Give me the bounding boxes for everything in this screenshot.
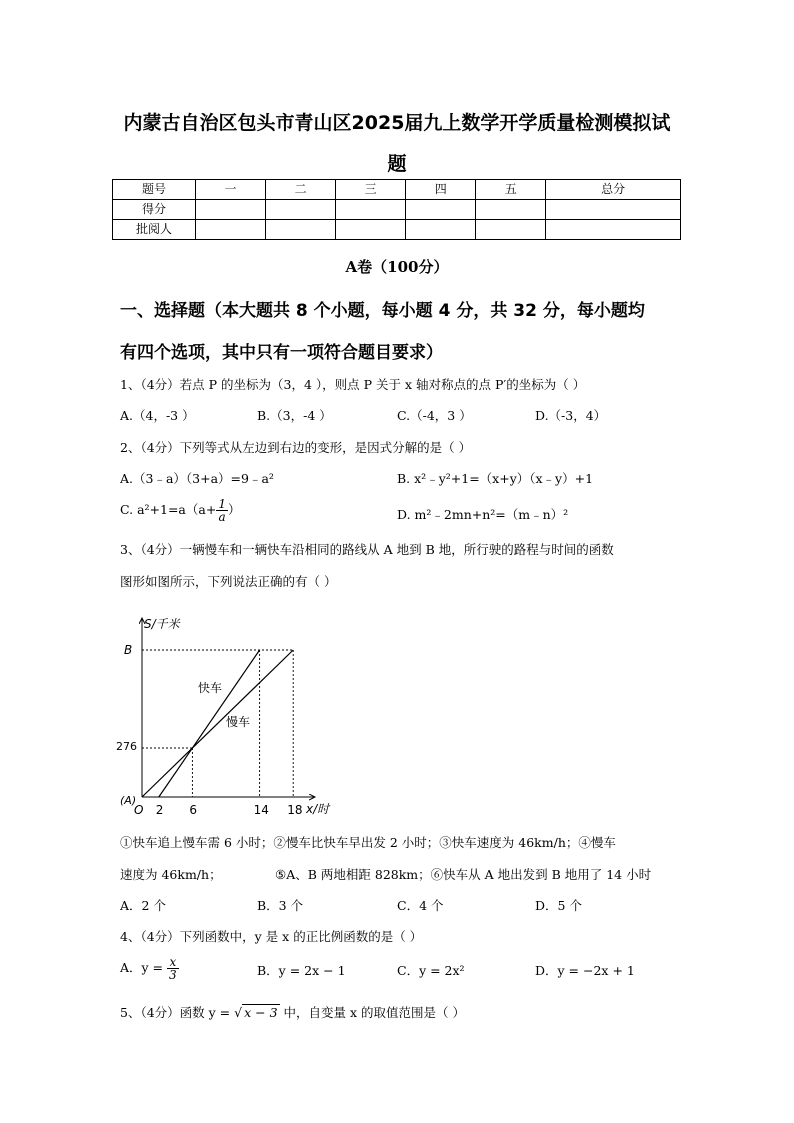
q3-option-b[interactable]: B．3 个	[257, 898, 304, 913]
fraction-numerator: x	[167, 956, 179, 969]
x-axis-label: x/时	[306, 802, 330, 816]
y-tick-276: 276	[116, 740, 137, 753]
score-cell[interactable]	[266, 200, 336, 220]
sqrt-sign: √	[234, 1005, 243, 1020]
q3-option-a[interactable]: A．2 个	[120, 898, 166, 913]
score-row	[113, 200, 681, 220]
series-label-fast: 快车	[198, 681, 223, 695]
score-header: 三	[336, 180, 406, 200]
section-heading-line2: 有四个选项，其中只有一项符合题目要求）	[120, 343, 443, 363]
slow-car-line	[142, 650, 293, 797]
y-tick-b: B	[124, 643, 133, 657]
x-tick-18: 18	[287, 803, 303, 817]
series-label-slow: 慢车	[226, 715, 251, 729]
score-table	[112, 179, 681, 240]
score-header: 题号	[113, 180, 196, 200]
q2-option-d[interactable]: D. m²﹣2mn+n²=（m﹣n）²	[397, 507, 569, 522]
origin-o-label: O	[134, 803, 144, 817]
q4-option-a-fraction	[167, 956, 179, 981]
x-tick-labels	[156, 803, 303, 817]
score-cell[interactable]	[476, 200, 546, 220]
fraction-numerator: 1	[218, 497, 226, 511]
q3-statements-line1: ①快车追上慢车需 6 小时；②慢车比快车早出发 2 小时；③快车速度为 46km/h；④慢车	[120, 835, 616, 850]
q5-stem-pre: 5、（4分）函数 y =	[120, 1005, 231, 1020]
q1-stem: 1、（4分）若点 P 的坐标为（3，4 ），则点 P 关于 x 轴对称点的点 P′的坐标为（ ）	[120, 377, 586, 392]
doc-title-line1: 内蒙古自治区包头市青山区2025届九上数学开学质量检测模拟试	[123, 112, 671, 134]
score-header: 二	[266, 180, 336, 200]
score-header: 总分	[546, 180, 681, 200]
q1-option-a[interactable]: A.（4，-3 ）	[120, 408, 195, 423]
q4-stem: 4、（4分）下列函数中，y 是 x 的正比例函数的是（ ）	[120, 929, 423, 944]
score-header: 一	[196, 180, 266, 200]
score-row-label: 得分	[113, 200, 196, 220]
q5-sqrt-expression: x − 3	[244, 1005, 278, 1020]
q3-option-c[interactable]: C．4 个	[397, 898, 444, 913]
q2-option-c-pre: C. a²+1=a（a+	[120, 502, 217, 517]
q2-stem: 2、（4分）下列等式从左边到右边的变形，是因式分解的是（ ）	[120, 440, 472, 455]
q3-stem-line1: 3、（4分）一辆慢车和一辆快车沿相同的路线从 A 地到 B 地，所行驶的路程与时间的函数	[120, 542, 614, 557]
doc-title-line2: 题	[387, 153, 407, 175]
q5-stem-post: 中，自变量 x 的取值范围是（ ）	[283, 1005, 465, 1020]
section-heading-line1: 一、选择题（本大题共 8 个小题，每小题 4 分，共 32 分，每小题均	[120, 301, 645, 321]
reviewer-row	[113, 220, 681, 240]
q2-option-a[interactable]: A.（3﹣a）（3+a）=9﹣a²	[120, 471, 274, 486]
series-lines	[142, 650, 293, 797]
reviewer-cell[interactable]	[406, 220, 476, 240]
q4-option-d[interactable]: D．y = −2x + 1	[535, 963, 635, 978]
origin-a-label: (A)	[120, 794, 137, 807]
q4-option-b[interactable]: B．y = 2x − 1	[257, 963, 346, 978]
q1-option-b[interactable]: B.（3，-4 ）	[257, 408, 332, 423]
reviewer-cell[interactable]	[476, 220, 546, 240]
q3-option-d[interactable]: D．5 个	[535, 898, 582, 913]
volume-heading: A卷（100分）	[345, 258, 449, 276]
q2-option-c[interactable]	[120, 498, 240, 523]
reviewer-cell[interactable]	[266, 220, 336, 240]
score-cell[interactable]	[546, 200, 681, 220]
q2-option-b[interactable]: B. x²﹣y²+1=（x+y）（x﹣y）+1	[397, 471, 594, 486]
q2-option-c-fraction	[216, 498, 228, 523]
q4-option-c[interactable]: C．y = 2x²	[397, 963, 465, 978]
q3-statements-line2a: 速度为 46km/h；	[120, 867, 222, 882]
q1-option-d[interactable]: D.（-3，4）	[535, 408, 607, 423]
q2-option-c-post: ）	[227, 502, 241, 517]
q4-option-a[interactable]	[120, 956, 179, 981]
x-tick-14: 14	[253, 803, 269, 817]
score-cell[interactable]	[406, 200, 476, 220]
score-header: 五	[476, 180, 546, 200]
x-tick-2: 2	[155, 803, 164, 817]
fraction-denominator: 3	[169, 968, 177, 982]
reviewer-cell[interactable]	[196, 220, 266, 240]
q3-distance-time-graph	[110, 612, 340, 822]
y-axis-label: S/千米	[144, 617, 180, 631]
q5-stem	[120, 1004, 465, 1022]
score-cell[interactable]	[336, 200, 406, 220]
score-cell[interactable]	[196, 200, 266, 220]
fraction-denominator: a	[218, 510, 226, 524]
q3-stem-line2: 图形如图所示，下列说法正确的有（ ）	[120, 574, 337, 589]
score-row-label: 批阅人	[113, 220, 196, 240]
score-table-header-row	[113, 180, 681, 200]
q3-statements-line2b: ⑤A、B 两地相距 828km；⑥快车从 A 地出发到 B 地用了 14 小时	[275, 867, 652, 882]
q1-option-c[interactable]: C.（-4，3 ）	[397, 408, 472, 423]
reviewer-cell[interactable]	[336, 220, 406, 240]
score-header: 四	[406, 180, 476, 200]
q4-option-a-pre: A．y =	[120, 960, 164, 975]
x-tick-6: 6	[189, 803, 198, 817]
reviewer-cell[interactable]	[546, 220, 681, 240]
